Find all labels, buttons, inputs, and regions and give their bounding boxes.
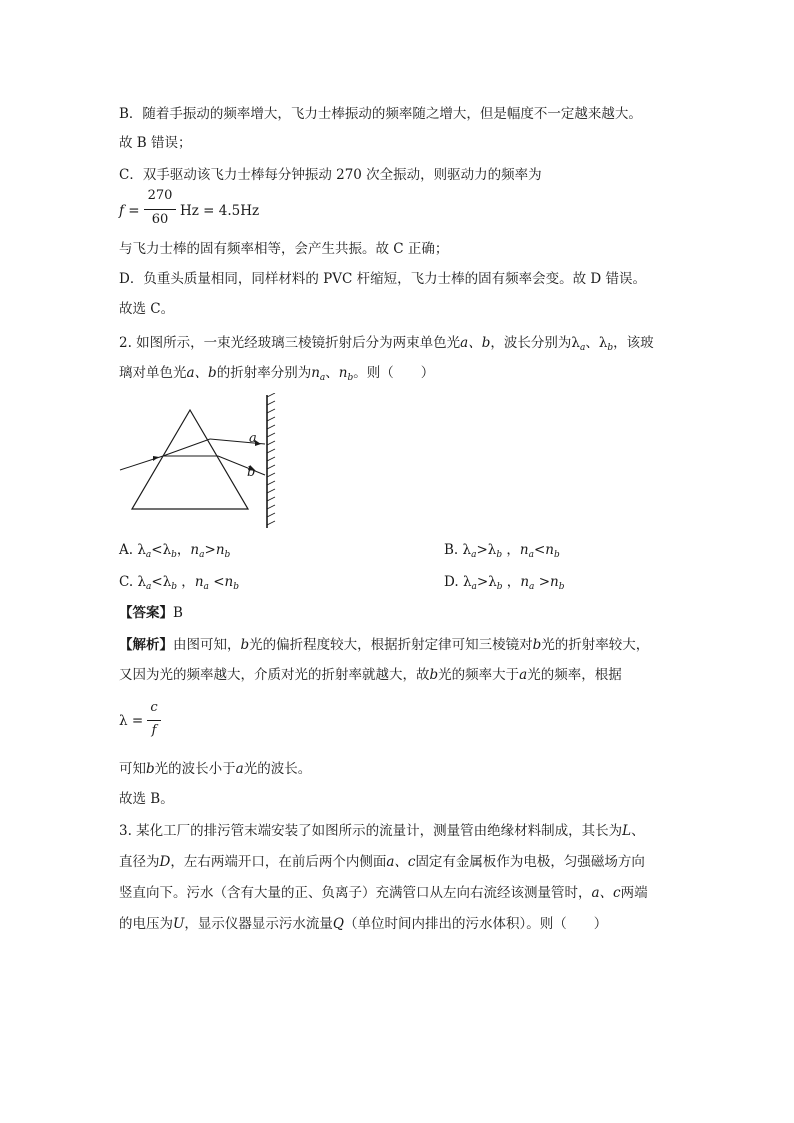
q2-text: ，波长分别为 (490, 335, 572, 351)
screen-hatching (267, 393, 275, 525)
analysis-line-2: 又因为光的频率越大，介质对光的折射率就越大，故b光的频率大于a光的频率，根据 (119, 667, 622, 683)
answer-line (119, 604, 183, 622)
question-3-line-1: 3. 某化工厂的排污管末端安装了如图所示的流量计，测量管由绝缘材料制成，其长为L、 (119, 823, 645, 839)
prism-triangle (132, 410, 248, 509)
text-line-choose-c: 故选 C。 (119, 301, 175, 317)
question-3-line-3: 竖直向下。污水（含有大量的正、负离子）充满管口从左向右流经该测量管时，a、c两端 (119, 885, 648, 901)
formula-f-label: f = (119, 203, 140, 219)
symbol-ab: a、b (186, 365, 217, 381)
choose-b-line: 故选 B。 (119, 791, 174, 807)
text-line-resonance: 与飞力士棒的固有频率相等，会产生共振。故 C 正确； (119, 241, 449, 257)
answer-value: B (173, 605, 183, 621)
q2-text: 。则（ ） (353, 365, 435, 381)
answer-label: 【答案】 (119, 605, 173, 621)
fraction-numerator: 270 (147, 188, 173, 203)
question-2-line-2 (119, 364, 434, 387)
fraction-c-over-f (146, 700, 162, 744)
question-3-line-2: 直径为D，左右两端开口，在前后两个内侧面a、c固定有金属板作为电极，匀强磁场方向 (119, 854, 645, 870)
symbol-lambda-b: $\lambda_b$ (598, 335, 614, 353)
option-c: C. $\lambda_a<\lambda_b$ ，$n_a <n_b$ (119, 574, 239, 592)
option-d: D. $\lambda_a>\lambda_b$ ，$n_a >n_b$ (444, 574, 565, 592)
fraction-denominator: 60 (151, 212, 169, 227)
symbol-n-a: $n_a$ (311, 365, 326, 383)
conclusion-line: 可知b光的波长小于a光的波长。 (119, 761, 312, 777)
symbol-separator: 、 (325, 365, 339, 381)
symbol-n-b: $n_b$ (338, 365, 354, 383)
text-line-option-b-explanation: B．随着手振动的频率增大，飞力士棒振动的频率随之增大，但是幅度不一定越来越大。 (119, 106, 642, 122)
question-3-line-4: 的电压为U，显示仪器显示污水流量Q（单位时间内排出的污水体积）。则（ ） (119, 916, 608, 932)
symbol-ab: a、b (460, 335, 491, 351)
label-a: a (249, 431, 257, 446)
fraction-bar (144, 209, 176, 210)
option-a: A. $\lambda_a<\lambda_b$，$n_a>n_b$ (119, 542, 231, 560)
prism-figure (115, 393, 285, 530)
formula-hz-result: Hz = 4.5Hz (180, 203, 260, 219)
q2-text: 璃对单色光 (119, 365, 187, 381)
ray-in-prism-a (163, 439, 210, 456)
q2-text: ，该玻 (613, 335, 654, 351)
incident-arrow (153, 456, 159, 461)
fraction-denominator: f (151, 723, 157, 738)
label-b: b (247, 465, 256, 480)
text-line-option-d: D．负重头质量相同，同样材料的 PVC 杆缩短，飞力士棒的固有频率会变。故 D 错误。 (119, 271, 646, 287)
text-line-b-wrong: 故 B 错误； (119, 135, 192, 151)
q2-text: 2. 如图所示，一束光经玻璃三棱镜折射后分为两束单色光 (119, 335, 461, 351)
analysis-label: 【解析】 (119, 637, 173, 653)
text-line-option-c: C．双手驱动该飞力士棒每分钟振动 270 次全振动，则驱动力的频率为 (119, 167, 542, 183)
q2-text: 的折射率分别为 (216, 365, 312, 381)
option-b: B. $\lambda_a>\lambda_b$ ，$n_a<n_b$ (444, 542, 560, 560)
analysis-line-1: 【解析】由图可知，b光的偏折程度较大，根据折射定律可知三棱镜对b光的折射率较大， (119, 637, 650, 653)
fraction-numerator: c (150, 700, 158, 715)
ray-b (218, 456, 265, 475)
question-2-line-1 (119, 334, 654, 357)
fraction-bar (147, 720, 161, 721)
formula-lambda-label: λ = (119, 713, 144, 729)
symbol-lambda-a: $\lambda_a$ (571, 335, 586, 353)
symbol-separator: 、 (585, 335, 599, 351)
fraction-270-60 (142, 188, 178, 232)
